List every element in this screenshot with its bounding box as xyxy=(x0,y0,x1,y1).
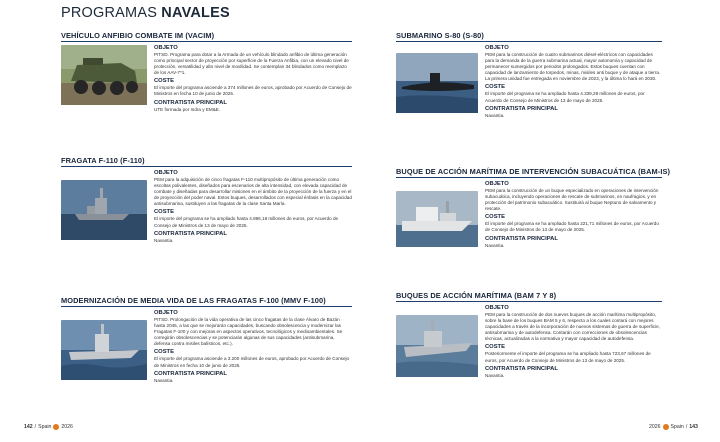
program-header xyxy=(61,296,352,307)
brand-right: Spain xyxy=(670,424,684,430)
contratista-text: Navantia. xyxy=(485,112,505,118)
submarine-photo xyxy=(396,53,478,119)
frigate-f100-photo xyxy=(61,320,147,384)
program-title: BUQUES DE ACCIÓN MARÍTIMA (BAM 7 Y 8) xyxy=(396,291,557,300)
page-title-light: PROGRAMAS xyxy=(61,5,162,21)
objeto-label: OBJETO xyxy=(154,310,178,316)
contratista-label: CONTRATISTA PRINCIPAL xyxy=(154,370,227,377)
brand-dot-icon xyxy=(53,424,59,430)
program-f110 xyxy=(61,156,352,244)
coste-label: COSTE xyxy=(154,349,174,356)
coste-label: COSTE xyxy=(154,78,174,85)
year-left: 2026 xyxy=(61,424,73,430)
coste-label: COSTE xyxy=(485,214,505,221)
program-f100 xyxy=(61,296,352,384)
program-info xyxy=(485,181,662,249)
program-s80 xyxy=(396,31,662,119)
frigate-f110-photo xyxy=(61,180,147,244)
folio-left: 142 / Spain 2026 xyxy=(24,424,73,430)
program-title: FRAGATA F-110 (F-110) xyxy=(61,156,145,165)
contratista-text: Navantia. xyxy=(154,377,174,383)
contratista-text: Navantia. xyxy=(485,242,505,248)
amphibious-vehicle-photo xyxy=(61,45,147,113)
program-title: SUBMARINO S-80 (S-80) xyxy=(396,31,484,40)
program-vacim xyxy=(61,31,352,113)
program-title: VEHÍCULO ANFIBIO COMBATE IM (VACIM) xyxy=(61,31,215,40)
program-info xyxy=(154,170,352,244)
objeto-label: OBJETO xyxy=(154,170,178,176)
coste-label: COSTE xyxy=(485,84,505,91)
objeto-label: OBJETO xyxy=(485,305,509,311)
objeto-text: PEM para la construcción de dos nuevos buques de acción marítima multipropósito, sobre la base de los buques BAM 5 y 6, respecto a los cuales contará con mejores capacidades a través de la incorporación de nuevos sistemas de guerra de superficie, antisubmarina y de autodefensa. Contarán con correcciones de obsolescencias técnicas, actualizadas a la normativa y mayor capacidad de autodefensa. xyxy=(485,312,660,342)
coste-text: El importe del programa se ha ampliado hasta 4.896,18 millones de euros, por Acuerdo de Consejo de Ministros de 13 de mayo de 2025. xyxy=(154,216,339,228)
program-title: BUQUE DE ACCIÓN MARÍTIMA DE INTERVENCIÓN SUBACUÁTICA (BAM-IS) xyxy=(396,167,671,176)
contratista-label: CONTRATISTA PRINCIPAL xyxy=(154,99,227,106)
year-right: 2026 xyxy=(649,424,661,430)
program-header xyxy=(61,156,352,167)
objeto-text: PEM para la construcción de un buque especializado en operaciones de intervención subacuática, incluyendo operaciones de rescate de submarinos, en naufragios, y en protección del patrimonio subacuático. Sustituirá al buque Neptuno de salvamento y rescate. xyxy=(485,188,659,212)
objeto-label: OBJETO xyxy=(154,45,178,51)
contratista-text: Navantia. xyxy=(154,237,174,243)
page-number-left: 142 xyxy=(24,424,33,430)
program-bam-7-8 xyxy=(396,291,662,379)
contratista-label: CONTRATISTA PRINCIPAL xyxy=(154,230,227,237)
coste-text: Posteriormente el importe del programa se ha ampliado hasta 723,67 millones de euros, por Acuerdo de Consejo de Ministros de 13 de mayo de 2025. xyxy=(485,351,651,363)
objeto-text: PITSD. Programa para dotar a la Armada de un vehículo blindado anfibio de última generación como principal sector de proyección por superficie de la Fuerza Anfibia, con un elevado nivel de protección, versatilidad y alto nivel de movilidad. Se contemplan 34 blindados como reemplazo de los AAV-7*1. xyxy=(154,52,349,76)
objeto-label: OBJETO xyxy=(485,45,509,51)
program-header xyxy=(396,291,662,302)
contratista-label: CONTRATISTA PRINCIPAL xyxy=(485,235,558,242)
maritime-action-ship-photo xyxy=(396,315,478,379)
page-title-bold: NAVALES xyxy=(161,5,230,21)
coste-text: El importe del programa asciende a 3.200 millones de euros, aprobado por Acuerdo de Consejo de Ministros en fecha 10 de junio de 2025. xyxy=(154,356,350,368)
program-header xyxy=(61,31,352,42)
coste-text: El importe del programa asciende a 374 millones de euros, aprobado por Acuerdo de Consejo de Ministros en fecha 10 de junio de 2025. xyxy=(154,85,352,97)
brand-dot-icon xyxy=(663,424,669,430)
objeto-label: OBJETO xyxy=(485,181,509,187)
coste-text: El importe del programa se ha ampliado hasta 221,71 millones de euros, por Acuerdo de Consejo de Ministros de 13 de mayo de 2025. xyxy=(485,221,659,233)
objeto-text: PITSD. Prolongación de la vida operativa de las cinco fragatas de la clase Álvaro de Bazán hasta 2045, a las que se mejorarán capacidades, buscando obsolescencia y modernizar las Fragatas F-100 y con mejoras en aspectos operativos, tecnológicos y medioambientales. Se corregirán obsolescencias y se potenciarán algunas de sus capacidades (antisubmarina, defensa contra misiles balísticos, etc.). xyxy=(154,317,343,347)
brand-left: Spain xyxy=(38,424,52,430)
program-info xyxy=(154,310,352,384)
contratista-label: CONTRATISTA PRINCIPAL xyxy=(485,365,558,372)
program-info xyxy=(154,45,352,113)
contratista-text: UTE formada por Indra y EM&E. xyxy=(154,106,221,112)
program-info xyxy=(485,45,662,119)
program-header xyxy=(396,167,671,178)
contratista-text: Navantia. xyxy=(485,372,505,378)
objeto-text: PEM para la construcción de cuatro submarinos diésel-eléctricos con capacidades para la demanda de la guerra submarina actual, mayor autonomía y capacidad de permanecer sumergidos por periodos prolongados. Estos buques cuentan con capacidad de lanzamiento de torpedos, minas, misiles anti buque y de ataque a tierra. La primera unidad fue entregada en noviembre de 2023, y la última lo hará en 2030. xyxy=(485,52,661,82)
page-number-right: 143 xyxy=(689,424,698,430)
page-title xyxy=(61,5,230,21)
program-title: MODERNIZACIÓN DE MEDIA VIDA DE LAS FRAGATAS F-100 (MMV F-100) xyxy=(61,296,326,305)
coste-text: El importe del programa se ha ampliado hasta 4.339,28 millones de euros, por Acuerdo de Consejo de Ministros de 13 de mayo de 2025. xyxy=(485,91,645,103)
rescue-ship-photo xyxy=(396,191,478,249)
program-info xyxy=(485,305,662,379)
coste-label: COSTE xyxy=(485,344,505,351)
coste-label: COSTE xyxy=(154,209,174,216)
objeto-text: PEM para la adquisición de cinco fragatas F-110 multipropósito de última generación como escoltas polivalentes, diseñados para escenarios de alta intensidad, con elevada capacidad de combate y diseñadas para desarrollar misiones en el ámbito de la proyección de la fuerza y en el de proyección del poder naval. Estos buques, desarrollados con especial énfasis en la capacidad antisubmarina, sustituyen a las fragatas de la clase Santa María. xyxy=(154,177,352,207)
program-header xyxy=(396,31,662,42)
folio-right: 2026 Spain / 143 xyxy=(649,424,698,430)
program-bam-is xyxy=(396,167,671,249)
contratista-label: CONTRATISTA PRINCIPAL xyxy=(485,105,558,112)
